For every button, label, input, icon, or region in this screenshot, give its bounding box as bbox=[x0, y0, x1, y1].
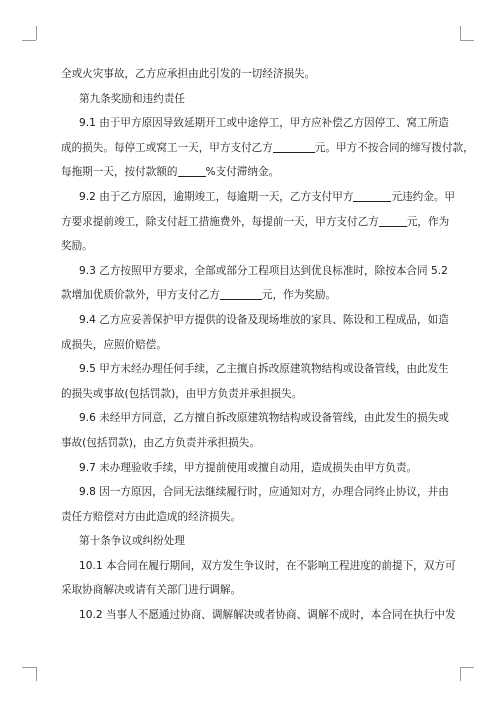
fill-in-blank bbox=[220, 287, 262, 300]
line-text: 采取协商解决或请有关部门进行调解。 bbox=[61, 584, 242, 597]
line-text: 事故(包括罚款)，由乙方负责并承担损失。 bbox=[61, 436, 260, 449]
fill-in-blank bbox=[178, 164, 206, 177]
line-text: 元违约金。甲 bbox=[391, 190, 456, 203]
text-line bbox=[61, 357, 449, 382]
text-line bbox=[61, 578, 441, 603]
text-line bbox=[61, 529, 441, 554]
text-line bbox=[61, 160, 441, 185]
text-line bbox=[61, 480, 449, 505]
line-text: 9.5 甲方未经办理任何手续，乙主擅自拆改原建筑物结构或设备管线，由此发生 bbox=[79, 363, 449, 376]
text-line bbox=[61, 259, 448, 284]
line-text: 奖励。 bbox=[61, 240, 93, 253]
crop-mark-bottom-left-h bbox=[22, 667, 36, 668]
line-text: 责任方赔偿对方由此造成的经济损失。 bbox=[61, 510, 242, 523]
text-line bbox=[61, 456, 441, 481]
crop-mark-bottom-left-v bbox=[36, 667, 37, 681]
line-text: 方要求提前竣工，除支付赶工措施费外，每提前一天，甲方支付乙方 bbox=[61, 215, 379, 228]
crop-mark-bottom-right-v bbox=[460, 667, 461, 681]
line-text: 的损失或事故(包括罚款)，由甲方负责并承担损失。 bbox=[61, 387, 303, 400]
crop-mark-top-right-v bbox=[460, 26, 461, 40]
line-text: 9.4 乙方应妥善保护甲方提供的设备及现场堆放的家具、陈设和工程成品，如造 bbox=[79, 313, 449, 326]
text-line bbox=[61, 603, 456, 628]
line-text: 9.7 未办理验收手续，甲方提前使用或擅自动用，造成损失由甲方负责。 bbox=[79, 461, 418, 474]
text-line bbox=[61, 382, 441, 407]
line-text: 10.2 当事人不愿通过协商、调解解决或者协商、调解不成时，本合同在执行中发 bbox=[79, 609, 456, 622]
text-line bbox=[61, 406, 449, 431]
text-line bbox=[61, 87, 441, 112]
fill-in-blank bbox=[353, 189, 391, 202]
fill-in-blank bbox=[379, 214, 407, 227]
text-line bbox=[61, 505, 441, 530]
text-line bbox=[61, 111, 449, 136]
crop-mark-top-right-h bbox=[460, 40, 474, 41]
crop-mark-top-left-v bbox=[36, 26, 37, 40]
fill-in-blank bbox=[273, 140, 315, 153]
line-text: 10.1 本合同在履行期间，双方发生争议时，在不影响工程进度的前提下，双方可 bbox=[79, 559, 456, 572]
text-line bbox=[61, 333, 441, 358]
text-line bbox=[61, 136, 474, 161]
line-text: 元。甲方不按合同的缔写拨付款， bbox=[314, 141, 474, 154]
line-text: 9.6 未经甲方同意，乙方擅自拆改原建筑物结构或设备管线，由此发生的损失或 bbox=[79, 412, 449, 425]
line-text: 9.1 由于甲方原因导致延期开工或中途停工，甲方应补偿乙方因停工、窝工所造 bbox=[79, 117, 449, 130]
line-text: 每拖期一天，按付款额的 bbox=[61, 166, 178, 179]
line-text: 成的损失。每停工或窝工一天，甲方支付乙方 bbox=[61, 141, 273, 154]
text-line bbox=[61, 210, 450, 235]
line-text: 第九条奖励和违约责任 bbox=[79, 92, 185, 105]
text-line bbox=[61, 185, 456, 210]
text-line bbox=[61, 431, 441, 456]
crop-mark-top-left-h bbox=[22, 40, 36, 41]
text-line bbox=[61, 554, 456, 579]
text-line bbox=[61, 234, 441, 259]
line-text: %支付滞纳金。 bbox=[205, 166, 280, 179]
text-line bbox=[61, 283, 441, 308]
line-text: 9.8 因一方原因，合同无法继续履行时，应通知对方，办理合同终止协议，并由 bbox=[79, 486, 449, 499]
crop-mark-bottom-right-h bbox=[460, 667, 474, 668]
text-line bbox=[61, 62, 441, 87]
document-body bbox=[61, 62, 474, 628]
line-text: 款增加优质价款外，甲方支付乙方 bbox=[61, 289, 220, 302]
text-line bbox=[61, 308, 449, 333]
line-text: 成损失，应照价赔偿。 bbox=[61, 338, 167, 351]
line-text: 元，作为奖励。 bbox=[261, 289, 337, 302]
line-text: 9.2 由于乙方原因，逾期竣工，每逾期一天，乙方支付甲方 bbox=[79, 190, 354, 203]
line-text: 第十条争议或纠纷处理 bbox=[79, 535, 185, 548]
line-text: 9.3 乙方按照甲方要求，全部或部分工程项目达到优良标准时，除按本合同 5.2 bbox=[79, 264, 448, 277]
line-text: 元，作为 bbox=[406, 215, 450, 228]
line-text: 全或火灾事故，乙方应承担由此引发的一切经济损失。 bbox=[61, 68, 316, 80]
